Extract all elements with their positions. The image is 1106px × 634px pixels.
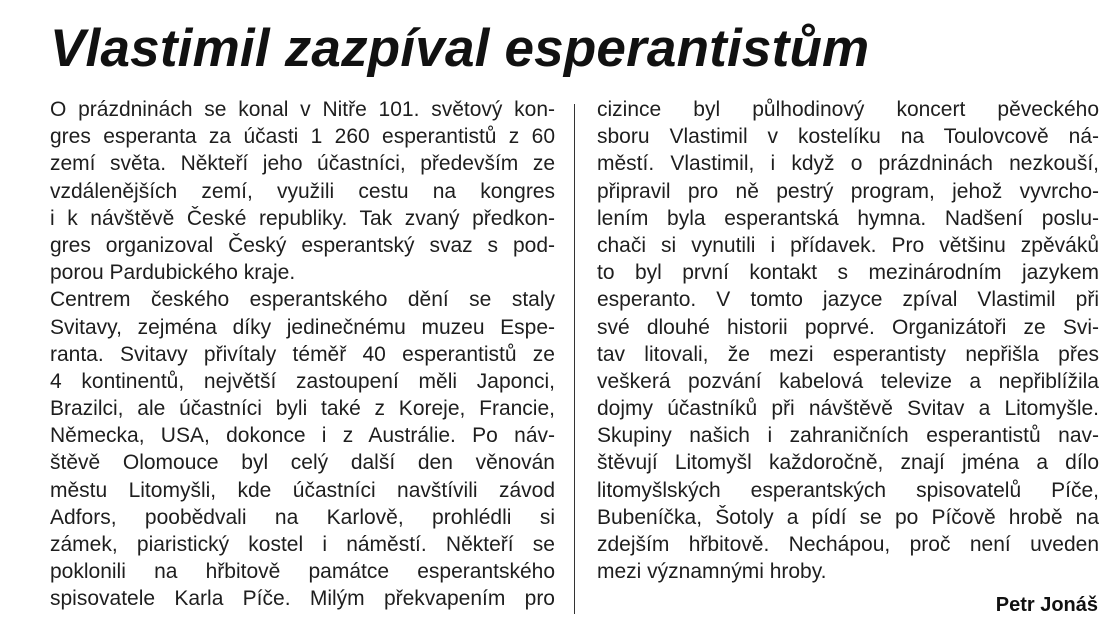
text-line: dojmy účastníků při návštěvě Svitav a Litomyšle. xyxy=(597,397,1099,421)
text-line: zámek, piaristický kostel i náměstí. Někteří se xyxy=(50,533,555,556)
article-headline: Vlastimil zazpíval esperantistům xyxy=(50,19,870,78)
text-line: zdejším hřbitově. Nechápou, proč není uveden xyxy=(597,533,1099,556)
text-line: městu Litomyšli, kde účastníci navštívili závod xyxy=(50,478,555,502)
text-line: Německa, USA, dokonce i z Austrálie. Po náv- xyxy=(50,424,555,448)
author-byline: Petr Jonáš xyxy=(995,594,1098,616)
text-line: Centrem českého esperantského dění se staly xyxy=(50,288,555,312)
text-line: gres organizoval Český esperantský svaz s pod- xyxy=(50,233,555,257)
text-line: mezi významnými hroby. xyxy=(597,560,827,584)
text-line: ranta. Svitavy přivítaly téměř 40 esperantistů ze xyxy=(50,342,555,366)
text-line: Svitavy, zejména díky jedinečnému muzeu Espe- xyxy=(50,315,555,339)
text-line: Adfors, poobědvali na Karlově, prohlédli si xyxy=(50,505,555,529)
text-line: 4 kontinentů, největší zastoupení měli Japonci, xyxy=(50,369,555,393)
text-line: Brazilci, ale účastníci byli také z Koreje, Francie, xyxy=(50,397,555,421)
text-line: poklonili na hřbitově památce esperantského xyxy=(50,560,555,584)
text-line: veškerá pozvání kabelová televize a nepřiblížila xyxy=(597,369,1099,393)
text-line: Bubeníčka, Šotoly a pídí se po Píčově hrobě na xyxy=(597,505,1099,529)
text-line: štěvě Olomouce byl celý další den věnován xyxy=(50,451,555,475)
text-line: litomyšlských esperantských spisovatelů Píče, xyxy=(597,478,1099,502)
text-line: sboru Vlastimil v kostelíku na Toulovcově ná- xyxy=(597,125,1099,149)
text-line: vzdálenějších zemí, využili cestu na kongres xyxy=(50,179,555,203)
text-line: cizince byl půlhodinový koncert pěveckého xyxy=(597,98,1099,121)
column-divider xyxy=(574,104,575,614)
text-line: spisovatele Karla Píče. Milým překvapením pro xyxy=(50,587,555,611)
text-line: Skupiny našich i zahraničních esperantistů nav- xyxy=(597,424,1099,448)
article-column-right xyxy=(597,96,1099,585)
text-line: své dlouhé historii poprvé. Organizátoři ze Svi- xyxy=(597,315,1099,339)
text-line: porou Pardubického kraje. xyxy=(50,261,296,285)
text-line: městí. Vlastimil, i když o prázdninách nezkouší, xyxy=(597,152,1099,176)
article-column-left xyxy=(50,96,555,613)
text-line: gres esperanta za účasti 1 260 esperantistů z 60 xyxy=(50,125,555,149)
text-line: připravil pro ně pestrý program, jehož vyvrcho- xyxy=(597,179,1099,203)
text-line: i k návštěvě České republiky. Tak zvaný předkon- xyxy=(50,206,555,230)
text-line: O prázdninách se konal v Nitře 101. světový kon- xyxy=(50,98,555,121)
text-line: zemí světa. Někteří jeho účastníci, především ze xyxy=(50,152,555,176)
text-line: tav litovali, že mezi esperantisty nepřišla přes xyxy=(597,342,1099,366)
text-line: to byl první kontakt s mezinárodním jazykem xyxy=(597,261,1099,285)
text-line: štěvují Litomyšl každoročně, znají jména a dílo xyxy=(597,451,1099,475)
text-line: lením byla esperantská hymna. Nadšení poslu- xyxy=(597,206,1099,230)
text-line: esperanto. V tomto jazyce zpíval Vlastimil při xyxy=(597,288,1099,312)
text-line: chači si vynutili i přídavek. Pro většinu zpěváků xyxy=(597,233,1099,257)
